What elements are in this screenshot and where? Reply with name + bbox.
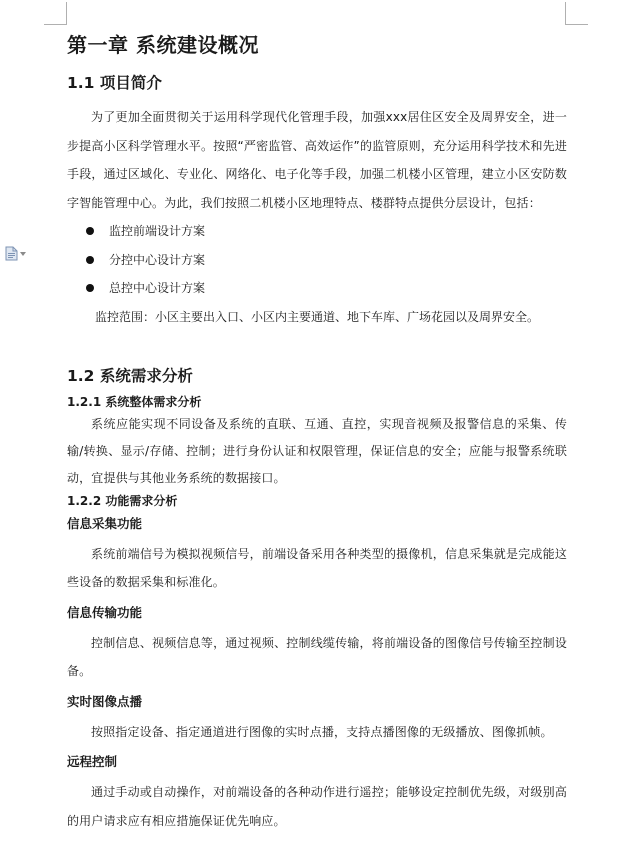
section-heading-1-2: 1.2 系统需求分析 bbox=[67, 366, 193, 385]
overall-requirements-paragraph: 系统应能实现不同设备及系统的直联、互通、直控，实现音视频及报警信息的采集、传输/转换、显示/存储、控制；进行身份认证和权限管理，保证信息的安全；应能与报警系统联动，宜提供与其他业务系统的数据接口。 bbox=[67, 416, 567, 485]
function-title: 信息采集功能 bbox=[67, 515, 143, 531]
bullet-icon bbox=[86, 227, 94, 235]
paragraph-options-button[interactable] bbox=[5, 246, 26, 261]
function-title: 远程控制 bbox=[67, 754, 118, 769]
section-heading-1-1: 1.1 项目简介 bbox=[67, 74, 162, 92]
monitoring-scope: 监控范围：小区主要出入口、小区内主要通道、地下车库、广场花园以及周界安全。 bbox=[95, 309, 540, 324]
page-corner-mark-top-right bbox=[565, 2, 588, 25]
document-icon bbox=[5, 246, 18, 261]
list-item: 监控前端设计方案 bbox=[67, 217, 567, 246]
function-paragraph: 通过手动或自动操作，对前端设备的各种动作进行遥控；能够设定控制优先级，对级别高的用户请求应有相应措施保证优先响应。 bbox=[67, 785, 567, 828]
function-title: 信息传输功能 bbox=[67, 604, 143, 620]
intro-paragraph: 为了更加全面贯彻关于运用科学现代化管理手段，加强xxx居住区安全及周界安全，进一步提高小区科学管理水平。按照“严密监管、高效运作”的监管原则，充分运用科学技术和先进手段，通过区域化、专业化、网络化、电子化等手段，加强二机楼小区管理，建立小区安防数字智能管理中心。为此，我们按照二机楼小区地理特点、楼群特点提供分层设计，包括： bbox=[67, 110, 567, 210]
function-title: 实时图像点播 bbox=[67, 693, 143, 709]
function-paragraph: 按照指定设备、指定通道进行图像的实时点播，支持点播图像的无级播放、图像抓帧。 bbox=[91, 724, 553, 739]
list-item: 分控中心设计方案 bbox=[67, 246, 567, 275]
design-plan-list bbox=[67, 217, 567, 303]
document-page bbox=[67, 26, 567, 835]
function-paragraph: 控制信息、视频信息等，通过视频、控制线缆传输，将前端设备的图像信号传输至控制设备。 bbox=[67, 635, 567, 678]
subsection-heading-1-2-2: 1.2.2 功能需求分析 bbox=[67, 493, 178, 508]
list-item: 总控中心设计方案 bbox=[67, 274, 567, 303]
bullet-icon bbox=[86, 256, 94, 264]
page-corner-mark-top-left bbox=[44, 2, 67, 25]
function-paragraph: 系统前端信号为模拟视频信号，前端设备采用各种类型的摄像机，信息采集就是完成能这些设备的数据采集和标准化。 bbox=[67, 546, 567, 589]
chevron-down-icon bbox=[20, 252, 26, 256]
subsection-heading-1-2-1: 1.2.1 系统整体需求分析 bbox=[67, 394, 202, 409]
chapter-title: 第一章 系统建设概况 bbox=[67, 33, 259, 57]
bullet-icon bbox=[86, 284, 94, 292]
